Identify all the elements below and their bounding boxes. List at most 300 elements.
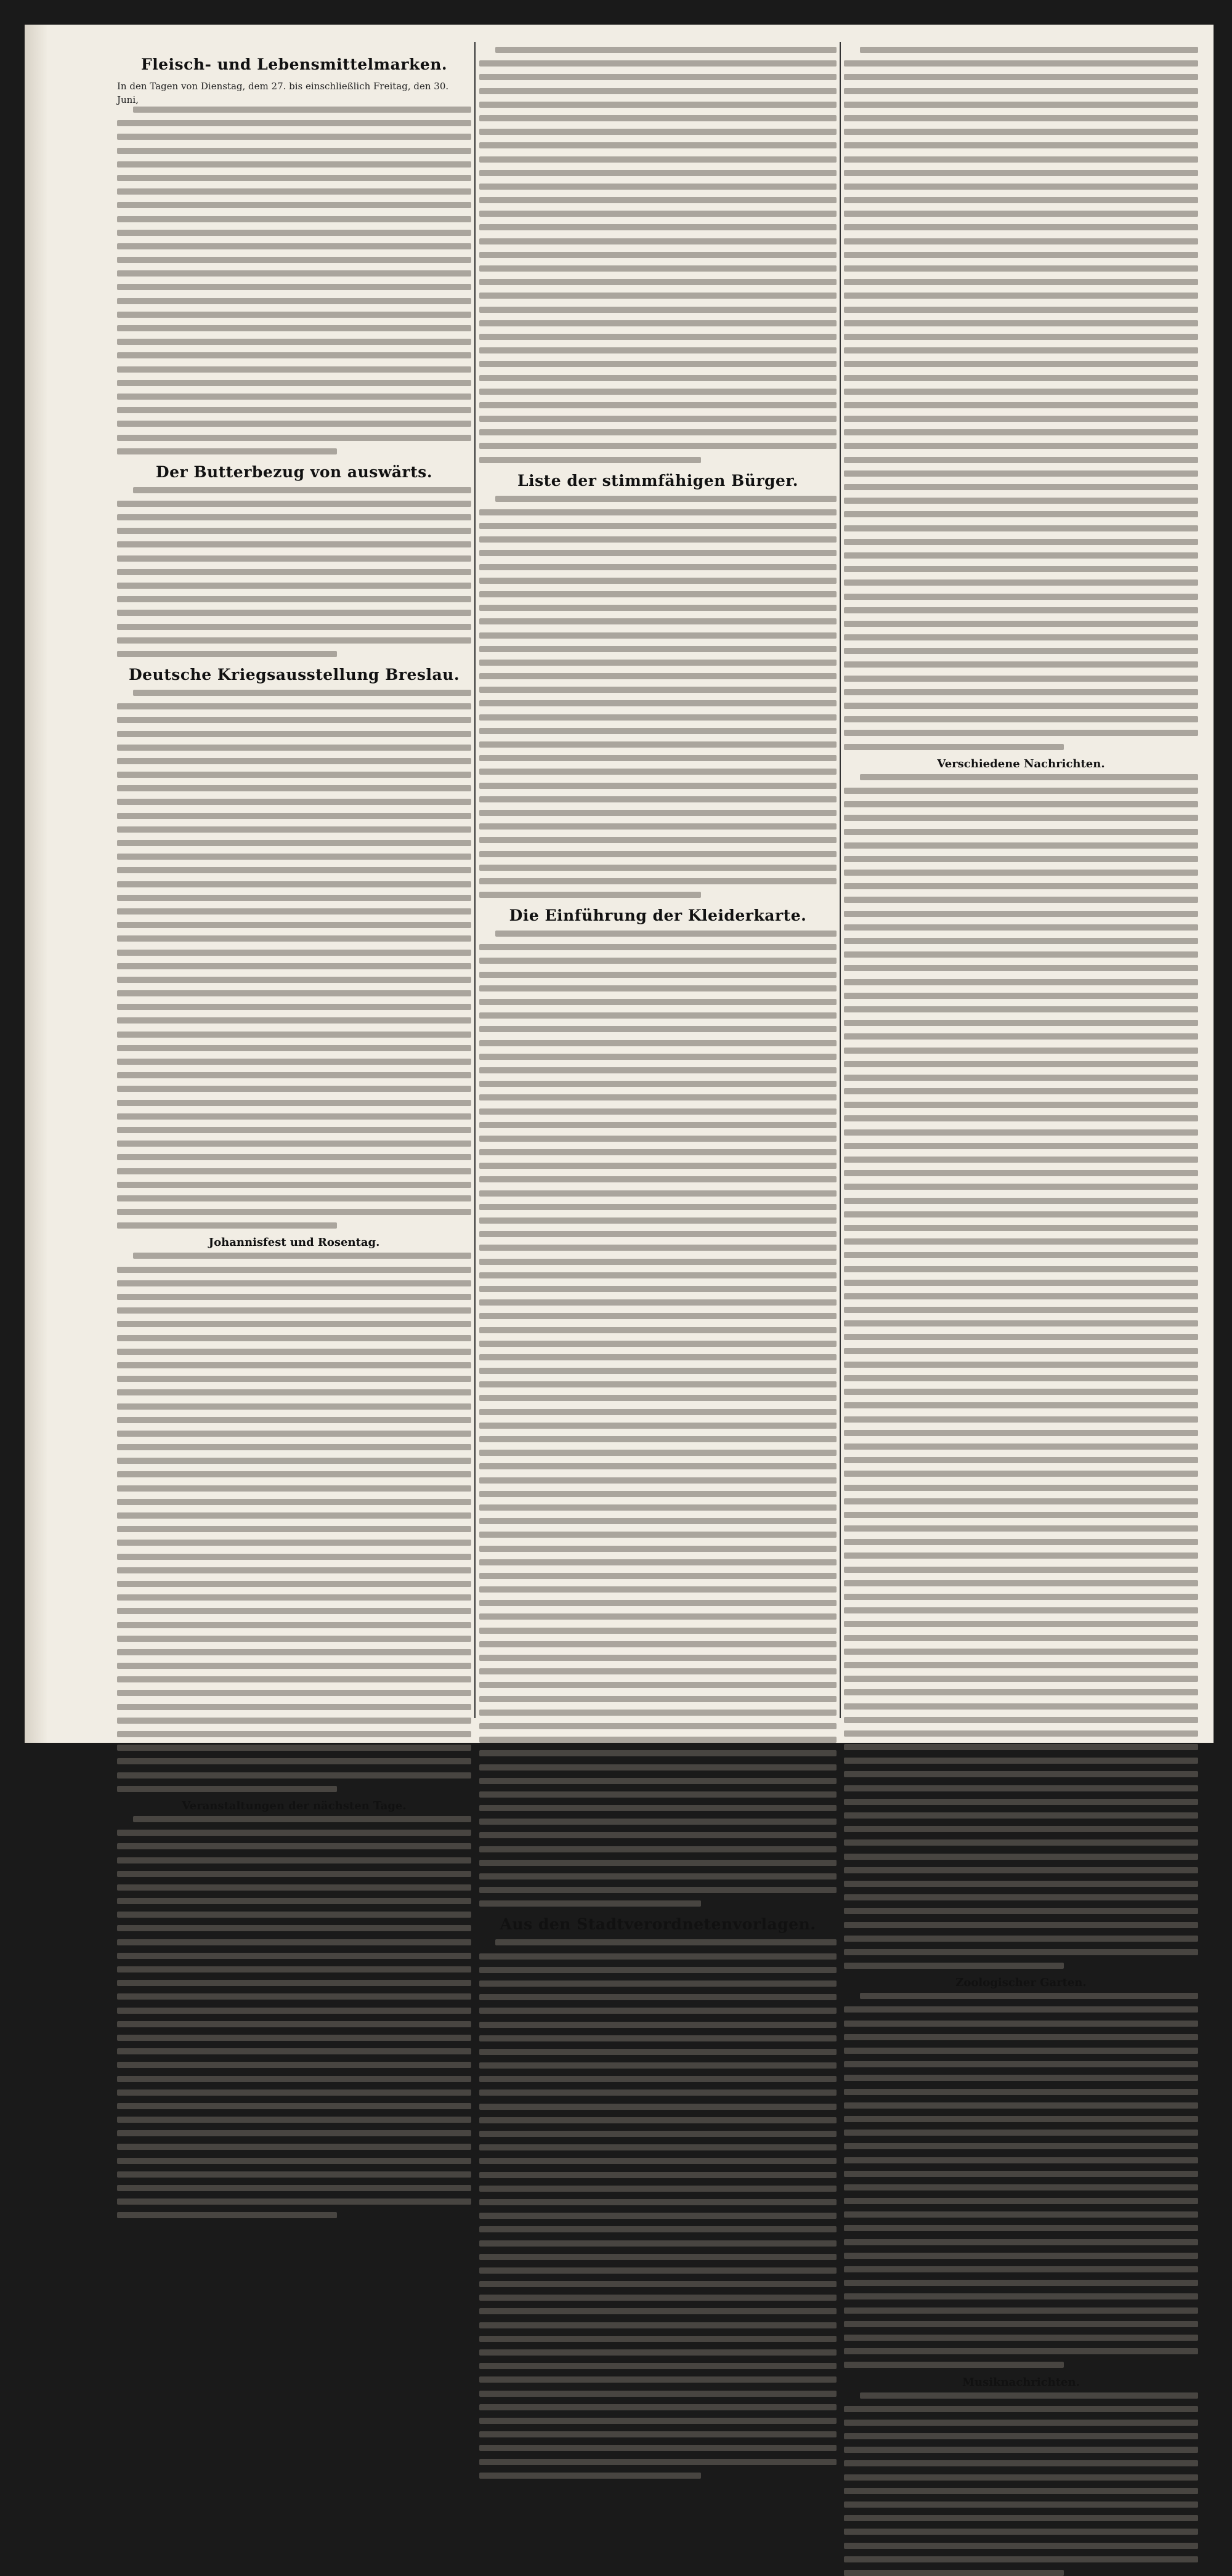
text-line <box>117 1389 471 1395</box>
text-line <box>844 965 1198 971</box>
text-line <box>479 646 837 652</box>
text-line <box>479 1245 837 1251</box>
text-line <box>844 1348 1198 1354</box>
text-line <box>860 47 1198 53</box>
text-line <box>117 148 471 154</box>
text-line <box>479 307 837 313</box>
text-line <box>479 1054 837 1060</box>
text-line <box>117 1403 471 1410</box>
text-line <box>844 2293 1198 2299</box>
text-line <box>479 865 837 871</box>
text-line <box>844 88 1198 94</box>
text-line <box>844 279 1198 285</box>
text-line <box>117 1100 471 1106</box>
text-line <box>479 1040 837 1046</box>
text-line <box>479 837 837 843</box>
text-line <box>844 252 1198 258</box>
text-line <box>479 224 837 230</box>
text-line <box>844 1198 1198 1204</box>
text-line <box>479 2431 837 2437</box>
text-line <box>479 2076 837 2082</box>
text-line <box>479 687 837 693</box>
text-line <box>479 2418 837 2424</box>
text-line <box>117 1059 471 1065</box>
text-line <box>479 1204 837 1210</box>
text-line <box>844 1006 1198 1012</box>
text-line <box>844 1826 1198 1832</box>
text-line <box>479 1409 837 1415</box>
text-line <box>117 950 471 956</box>
text-line <box>479 578 837 584</box>
text-line <box>479 1313 837 1319</box>
text-line <box>844 2198 1198 2204</box>
text-line <box>479 564 837 570</box>
text-line <box>844 1703 1198 1710</box>
text-line <box>479 1600 837 1606</box>
text-line <box>117 514 471 520</box>
text-line <box>479 2117 837 2123</box>
text-line <box>844 389 1198 395</box>
text-line <box>844 1758 1198 1764</box>
text-line <box>844 1115 1198 1121</box>
text-line <box>117 1718 471 1724</box>
text-line <box>844 2048 1198 2054</box>
text-line <box>117 1349 471 1355</box>
article-butterbezug-text <box>117 487 471 657</box>
text-line <box>844 815 1198 821</box>
text-line <box>117 977 471 983</box>
text-line <box>844 525 1198 531</box>
text-line <box>117 325 471 331</box>
text-line <box>117 2103 471 2109</box>
text-line <box>479 2213 837 2219</box>
text-line <box>844 1594 1198 1600</box>
text-line <box>844 1320 1198 1326</box>
text-line <box>479 1149 837 1155</box>
text-line <box>117 230 471 236</box>
text-line <box>844 676 1198 682</box>
text-line <box>479 1846 837 1852</box>
text-line <box>844 2266 1198 2272</box>
text-line <box>479 796 837 802</box>
text-line <box>117 840 471 846</box>
text-line <box>844 484 1198 490</box>
text-line <box>844 1430 1198 1436</box>
text-line <box>479 1190 837 1197</box>
text-line <box>117 2089 471 2096</box>
text-line <box>844 2488 1198 2494</box>
text-line <box>117 175 471 181</box>
text-line <box>844 1552 1198 1559</box>
text-line <box>479 985 837 991</box>
text-line <box>479 1299 837 1306</box>
text-line <box>844 730 1198 736</box>
text-line <box>479 60 837 67</box>
text-line <box>117 908 471 915</box>
text-line <box>479 1122 837 1128</box>
text-line <box>844 1225 1198 1231</box>
text-line <box>117 1758 471 1764</box>
newspaper-page <box>25 25 1214 2389</box>
text-line <box>844 2239 1198 2245</box>
text-line <box>844 2460 1198 2466</box>
text-line <box>117 963 471 969</box>
text-line <box>117 1898 471 1904</box>
text-line <box>844 1717 1198 1723</box>
text-line <box>844 1266 1198 1272</box>
text-line <box>479 1381 837 1387</box>
text-line <box>117 501 471 507</box>
text-line <box>117 2144 471 2150</box>
text-line <box>479 1136 837 1142</box>
text-line <box>479 375 837 381</box>
column-rule-1 <box>474 42 476 1718</box>
text-line <box>479 1737 837 1743</box>
text-line <box>479 1012 837 1019</box>
text-line <box>117 1663 471 1669</box>
text-line <box>117 1168 471 1174</box>
text-line <box>479 1477 837 1484</box>
text-line <box>117 380 471 386</box>
text-line <box>479 714 837 721</box>
text-line <box>117 352 471 358</box>
text-line <box>860 2392 1198 2399</box>
text-line <box>117 1458 471 1464</box>
text-line <box>117 1540 471 1546</box>
text-line <box>479 1641 837 1647</box>
text-line <box>117 1830 471 1836</box>
text-line <box>479 2267 837 2274</box>
text-line <box>117 799 471 805</box>
text-line <box>479 265 837 272</box>
text-line <box>117 2008 471 2014</box>
text-line <box>495 496 837 502</box>
text-line <box>479 1532 837 1538</box>
article-musik-text <box>844 2392 1198 2576</box>
text-line <box>479 605 837 611</box>
article-kriegsausstellung-text <box>117 690 471 1229</box>
text-line <box>117 624 471 630</box>
text-line <box>479 958 837 964</box>
text-line <box>479 2158 837 2164</box>
text-line <box>479 673 837 679</box>
text-line <box>844 2321 1198 2327</box>
text-line <box>479 252 837 258</box>
text-line <box>844 1771 1198 1777</box>
text-line <box>844 1211 1198 1217</box>
text-line <box>479 1967 837 1973</box>
text-line <box>844 801 1198 807</box>
text-line <box>844 74 1198 80</box>
text-line <box>117 1993 471 2000</box>
heading-butterbezug: Der Butterbezug von auswärts. <box>155 462 433 481</box>
text-line <box>844 2362 1064 2368</box>
text-line <box>117 1512 471 1519</box>
text-line <box>844 1854 1198 1860</box>
text-line <box>479 509 837 515</box>
subheading-verschiedene-nachrichten: Verschiedene Nachrichten. <box>937 757 1105 770</box>
text-line <box>844 1334 1198 1340</box>
text-line <box>117 2062 471 2068</box>
heading-fleischmarken: Fleisch- und Lebensmittelmarken. <box>140 55 448 73</box>
text-line <box>117 120 471 126</box>
text-line <box>117 1608 471 1614</box>
column-3 <box>844 47 1198 2389</box>
text-line <box>844 1129 1198 1136</box>
text-line <box>479 1953 837 1960</box>
text-line <box>117 257 471 263</box>
text-line <box>844 2075 1198 2081</box>
text-line <box>844 897 1198 903</box>
text-line <box>844 429 1198 435</box>
text-line <box>844 1033 1198 1040</box>
column-1 <box>117 47 471 1812</box>
text-line <box>844 2102 1198 2109</box>
text-line <box>844 1539 1198 1545</box>
text-line <box>479 1573 837 1579</box>
text-line <box>117 1086 471 1092</box>
text-line <box>479 2199 837 2205</box>
page-edge-shadow <box>25 25 48 1743</box>
text-line <box>844 2034 1198 2040</box>
text-line <box>844 1143 1198 1149</box>
heading-kleiderkarte: Die Einführung der Kleiderkarte. <box>509 906 807 925</box>
text-line <box>479 2226 837 2232</box>
text-line <box>479 1217 837 1224</box>
text-line <box>117 922 471 928</box>
article-zoo-text <box>844 1993 1198 2368</box>
text-line <box>479 1791 837 1798</box>
text-line <box>844 1375 1198 1381</box>
text-line <box>117 1912 471 1918</box>
text-line <box>479 851 837 857</box>
text-line <box>117 216 471 222</box>
text-line <box>844 1894 1198 1900</box>
text-line <box>133 1253 471 1259</box>
text-line <box>844 402 1198 408</box>
text-line <box>117 1195 471 1201</box>
text-line <box>844 443 1198 449</box>
article-kleiderkarte-text <box>479 931 837 1907</box>
text-line <box>844 1621 1198 1627</box>
text-line <box>117 407 471 413</box>
text-line <box>117 1636 471 1642</box>
text-line <box>844 115 1198 121</box>
text-line <box>479 2104 837 2110</box>
text-line <box>479 2473 701 2479</box>
text-line <box>844 911 1198 917</box>
article-buergerliste-text <box>479 496 837 898</box>
text-line <box>479 823 837 830</box>
text-line <box>479 741 837 748</box>
text-line <box>117 1032 471 1038</box>
text-line <box>844 511 1198 517</box>
text-line <box>479 429 837 435</box>
text-line <box>117 1376 471 1382</box>
text-line <box>844 2529 1198 2535</box>
text-line <box>844 2474 1198 2481</box>
text-line <box>844 1949 1198 1955</box>
text-line <box>117 2117 471 2123</box>
text-line <box>844 1485 1198 1491</box>
text-line <box>479 2049 837 2055</box>
text-line <box>117 2130 471 2136</box>
text-line <box>117 1554 471 1560</box>
text-line <box>117 596 471 602</box>
heading-stadtverordnetenvorlagen: Aus den Stadtverordnetenvorlagen. <box>500 1915 816 1934</box>
text-line <box>117 435 471 441</box>
text-line <box>844 2006 1198 2013</box>
text-line <box>844 1307 1198 1313</box>
text-line <box>479 1723 837 1729</box>
text-line <box>844 2089 1198 2095</box>
text-line <box>844 870 1198 876</box>
text-line <box>117 1966 471 1972</box>
text-line <box>479 1395 837 1401</box>
text-line <box>844 883 1198 889</box>
text-line <box>479 1026 837 1032</box>
text-line <box>117 881 471 887</box>
text-line <box>479 2062 837 2069</box>
text-line <box>117 1526 471 1532</box>
text-line <box>844 2116 1198 2122</box>
column-rule-2 <box>840 42 841 1718</box>
text-line <box>479 1628 837 1634</box>
text-line <box>117 541 471 547</box>
text-line <box>117 1953 471 1959</box>
text-line <box>117 1017 471 1024</box>
text-line <box>479 1764 837 1770</box>
text-line <box>844 1785 1198 1791</box>
text-line <box>844 1048 1198 1054</box>
subheading-zoologischer-garten: Zoologischer Garten. <box>955 1976 1087 1990</box>
text-line <box>117 2171 471 2178</box>
article-magistrat-text <box>844 47 1198 750</box>
text-line <box>117 867 471 873</box>
text-line <box>844 703 1198 709</box>
text-line <box>117 1857 471 1863</box>
text-line <box>479 1067 837 1073</box>
text-line <box>117 1267 471 1273</box>
text-line <box>479 1860 837 1866</box>
text-line <box>844 334 1198 340</box>
text-line <box>117 1431 471 1437</box>
text-line <box>479 2404 837 2410</box>
text-line <box>117 1731 471 1737</box>
text-line <box>844 1293 1198 1299</box>
text-line <box>844 1839 1198 1846</box>
text-line <box>117 1182 471 1188</box>
text-line <box>495 47 837 53</box>
text-line <box>117 1141 471 1147</box>
text-line <box>479 1286 837 1292</box>
text-line <box>479 279 837 285</box>
text-line <box>479 1559 837 1565</box>
text-line <box>117 366 471 373</box>
text-line <box>479 660 837 666</box>
text-line <box>479 211 837 217</box>
subheading-veranstaltungen: Veranstaltungen der nächsten Tage. <box>182 1799 407 1812</box>
text-line <box>479 2363 837 2369</box>
text-line <box>844 566 1198 572</box>
text-line <box>844 552 1198 559</box>
text-line <box>844 788 1198 794</box>
text-line <box>844 142 1198 148</box>
text-line <box>844 170 1198 176</box>
text-line <box>844 539 1198 545</box>
text-line <box>844 829 1198 835</box>
text-line <box>844 634 1198 640</box>
text-line <box>479 2459 837 2465</box>
text-line <box>479 810 837 816</box>
text-line <box>117 339 471 345</box>
text-line <box>844 1402 1198 1408</box>
text-line <box>117 202 471 208</box>
text-line <box>479 536 837 543</box>
text-line <box>479 591 837 597</box>
text-line <box>479 1710 837 1716</box>
text-line <box>479 2172 837 2178</box>
text-line <box>117 1871 471 1877</box>
text-line <box>844 1157 1198 1163</box>
text-line <box>117 1939 471 1945</box>
text-line <box>479 728 837 734</box>
text-line <box>117 2035 471 2041</box>
text-line <box>844 2307 1198 2314</box>
text-line <box>844 416 1198 422</box>
text-line <box>479 1887 837 1893</box>
text-line <box>117 1004 471 1010</box>
text-line <box>117 1294 471 1300</box>
text-line <box>117 161 471 168</box>
text-line <box>117 448 337 454</box>
text-line <box>117 1843 471 1849</box>
text-line <box>844 744 1064 750</box>
article-johannisfest-text <box>117 1253 471 1791</box>
text-line <box>844 979 1198 985</box>
text-line <box>479 320 837 326</box>
text-line <box>844 842 1198 849</box>
text-line <box>117 1649 471 1655</box>
text-line <box>117 134 471 140</box>
text-line <box>479 1832 837 1838</box>
text-line <box>117 1884 471 1891</box>
text-line <box>117 394 471 400</box>
text-line <box>479 2240 837 2247</box>
text-line <box>844 1280 1198 1286</box>
text-line <box>479 389 837 395</box>
text-line <box>844 1238 1198 1245</box>
text-line <box>117 2185 471 2191</box>
text-line <box>117 785 471 791</box>
text-line <box>844 2543 1198 2549</box>
text-line <box>844 1020 1198 1026</box>
text-line <box>133 487 471 493</box>
article-fleischmarken-text <box>117 107 471 454</box>
text-line <box>844 1908 1198 1914</box>
text-line <box>479 1341 837 1347</box>
text-line <box>844 2447 1198 2453</box>
text-line <box>479 769 837 775</box>
text-line <box>844 661 1198 668</box>
text-line <box>844 2061 1198 2067</box>
text-line <box>479 700 837 706</box>
text-line <box>479 1108 837 1115</box>
text-line <box>479 1423 837 1429</box>
text-line <box>117 1335 471 1341</box>
text-line <box>117 826 471 833</box>
text-line <box>844 2335 1198 2341</box>
